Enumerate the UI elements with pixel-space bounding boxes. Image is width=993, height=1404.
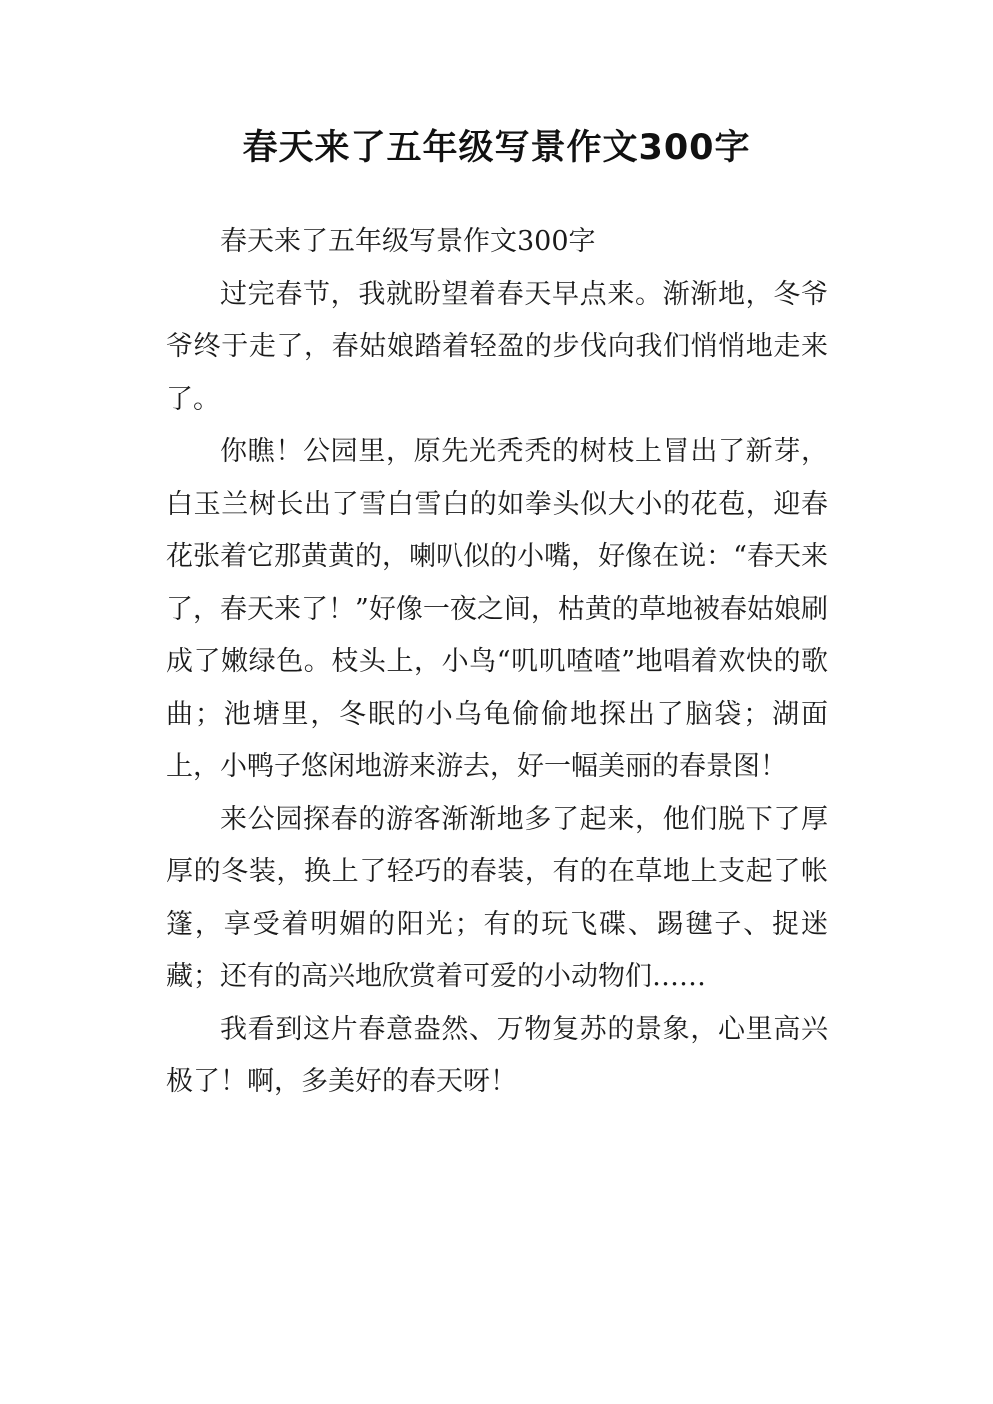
paragraph-3: 来公园探春的游客渐渐地多了起来，他们脱下了厚厚的冬装，换上了轻巧的春装，有的在草地上支起了帐篷，享受着明媚的阳光；有的玩飞碟、踢毽子、捉迷藏；还有的高兴地欣赏着可爱的小动物们……	[166, 803, 828, 992]
paragraph-subtitle: 春天来了五年级写景作文300字	[220, 226, 596, 257]
paragraph-2: 你瞧！公园里，原先光秃秃的树枝上冒出了新芽，白玉兰树长出了雪白雪白的如拳头似大小的花苞，迎春花张着它那黄黄的，喇叭似的小嘴，好像在说：“春天来了，春天来了！”好像一夜之间，枯黄的草地被春姑娘刷成了嫩绿色。枝头上，小鸟“叽叽喳喳”地唱着欢快的歌曲；池塘里，冬眠的小乌龟偷偷地探出了脑袋；湖面上，小鸭子悠闲地游来游去，好一幅美丽的春景图！	[166, 436, 828, 782]
paragraph-1: 过完春节，我就盼望着春天早点来。渐渐地，冬爷爷终于走了，春姑娘踏着轻盈的步伐向我们悄悄地走来了。	[166, 278, 828, 415]
paragraph-4: 我看到这片春意盎然、万物复苏的景象，心里高兴极了！啊，多美好的春天呀！	[166, 1013, 828, 1097]
document-body	[166, 216, 828, 1109]
document-title: 春天来了五年级写景作文300字	[242, 128, 751, 168]
